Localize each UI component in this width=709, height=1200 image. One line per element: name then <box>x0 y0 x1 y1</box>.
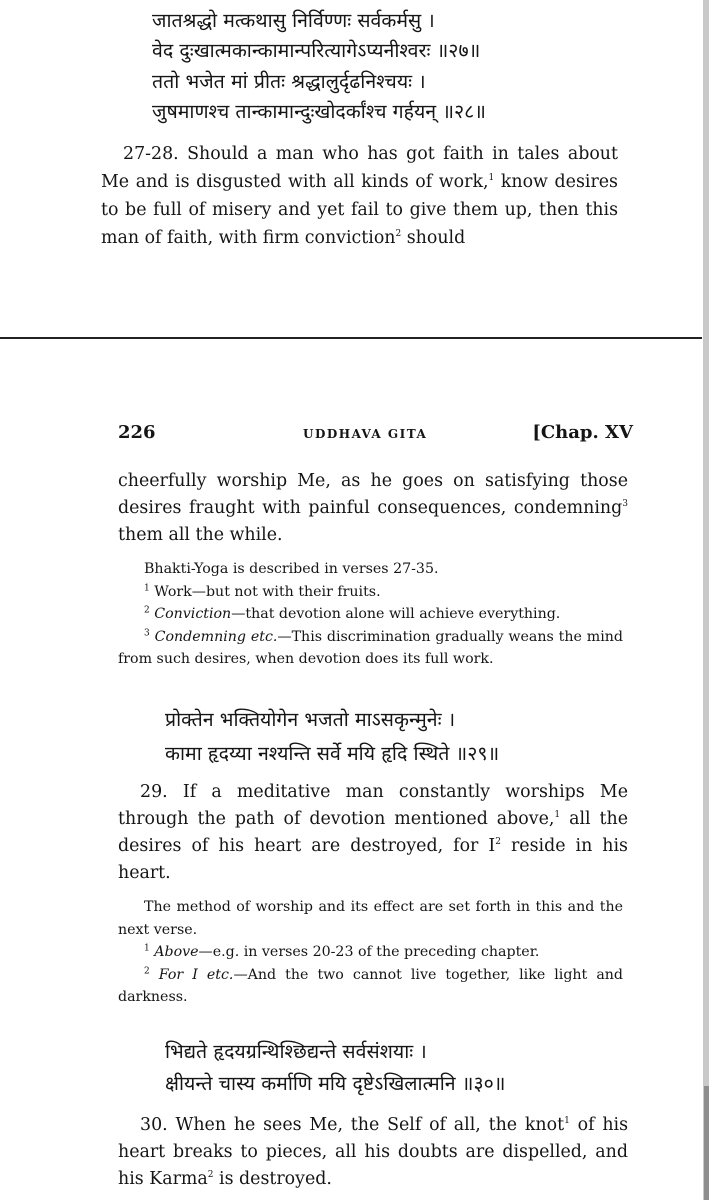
sanskrit-verse-30-line-1: भिद्यते हृदयग्रन्थिश्छिद्यन्ते सर्वसंशयाः । <box>165 1040 427 1063</box>
footnote-ref: 1 <box>488 173 495 184</box>
verse-number: 30. <box>140 1115 168 1135</box>
translation-text: is destroyed. <box>213 1169 332 1189</box>
footnote-mark: 3 <box>144 627 150 638</box>
footnote-text: Work—but not with their fruits. <box>149 583 381 600</box>
continuation-text: them all the while. <box>118 525 283 545</box>
translation-text: Should a man who has got faith in tales about Me and is disgusted with all kinds of work, <box>101 144 618 192</box>
footnote-2 <box>118 964 623 1009</box>
page-edge-shadow <box>703 0 709 1200</box>
footnote-ref: 1 <box>554 810 561 821</box>
page-divider <box>0 337 702 339</box>
footnote-text: —e.g. in verses 20-23 of the preceding chapter. <box>198 944 540 960</box>
footnote-text: —And the two cannot live together, like light and darkness. <box>118 966 623 1005</box>
page-number: 226 <box>118 422 156 443</box>
previous-page-fragment <box>0 0 709 320</box>
footnotes-verse-27-28 <box>118 558 623 671</box>
translation-text: When he sees Me, the Self of all, the knot <box>167 1115 565 1135</box>
footnote-term: For I etc. <box>149 966 234 983</box>
footnote-1 <box>118 941 623 964</box>
translation-text: of his heart breaks to pieces, all his doubts are dispelled, and his Karma <box>118 1115 629 1189</box>
running-title: UDDHAVA GITA <box>303 427 428 441</box>
sanskrit-verse-27-line-2: वेद दुःखात्मकान्कामान्परित्यागेऽप्यनीश्वरः ॥२७॥ <box>152 39 481 62</box>
continuation-paragraph <box>118 468 628 549</box>
footnote-ref: 3 <box>622 499 628 510</box>
footnote-mark: 2 <box>144 605 150 616</box>
sanskrit-verse-27-line-1: जातश्रद्धो मत्कथासु निर्विण्णः सर्वकर्मसु । <box>152 9 435 32</box>
verse-number: 29. <box>140 782 168 802</box>
footnote-text: —This discrimination gradually weans the mind from such desires, when devotion does its full work. <box>118 628 624 667</box>
sanskrit-verse-30-line-2: क्षीयन्ते चास्य कर्माणि मयि दृष्टेऽखिलात्मनि ॥३०॥ <box>165 1072 506 1095</box>
footnote-intro: Bhakti-Yoga is described in verses 27-35. <box>144 561 439 577</box>
translation-29 <box>118 779 628 887</box>
page-edge-shadow <box>704 1086 709 1200</box>
translation-27-28 <box>101 140 618 252</box>
translation-30 <box>118 1112 628 1193</box>
footnote-term: Condemning etc. <box>149 628 278 645</box>
footnote-2 <box>118 603 623 626</box>
footnote-mark: 2 <box>144 965 150 976</box>
sanskrit-verse-28-line-1: ततो भजेत मां प्रीतः श्रद्धालुर्दृढनिश्चयः । <box>152 70 426 93</box>
footnote-mark: 1 <box>144 943 150 954</box>
footnote-term: Above <box>149 944 199 960</box>
footnotes-verse-29 <box>118 896 623 1009</box>
translation-text: know desires to be full of misery and yet fail to give them up, then this man of faith, with firm conviction <box>101 172 618 248</box>
chapter-label: [Chap. XV <box>532 422 633 443</box>
footnote-ref: 2 <box>495 837 501 848</box>
translation-text: reside in his heart. <box>118 836 628 883</box>
footnote-ref: 2 <box>395 229 402 240</box>
footnote-text: —that devotion alone will achieve everything. <box>231 606 561 622</box>
sanskrit-verse-28-line-2: जुषमाणश्च तान्कामान्दुःखोदर्कांश्च गर्हयन् ॥२८॥ <box>152 100 486 123</box>
footnote-1 <box>118 581 623 604</box>
sanskrit-verse-29-line-1: प्रोक्तेन भक्तियोगेन भजतो माऽसकृन्मुनेः । <box>165 708 456 731</box>
translation-text: all the desires of his heart are destroyed, for I <box>118 809 628 856</box>
page-header <box>118 422 633 452</box>
sanskrit-verse-29-line-2: कामा हृदय्या नश्यन्ति सर्वे मयि हृदि स्थिते ॥२९॥ <box>165 742 500 765</box>
footnote-term: Conviction <box>149 606 232 622</box>
translation-text: If a meditative man constantly worships Me through the path of devotion mentioned above, <box>118 782 628 829</box>
footnote-mark: 1 <box>144 582 150 593</box>
footnote-intro: The method of worship and its effect are set forth in this and the next verse. <box>118 899 623 938</box>
continuation-text: cheerfully worship Me, as he goes on satisfying those desires fraught with painful consequences, condemning <box>118 471 628 518</box>
footnote-ref: 2 <box>207 1170 214 1181</box>
verse-number: 27-28. <box>123 144 179 164</box>
footnote-ref: 1 <box>564 1116 570 1127</box>
translation-text: should <box>401 228 466 248</box>
footnote-3 <box>118 626 623 671</box>
